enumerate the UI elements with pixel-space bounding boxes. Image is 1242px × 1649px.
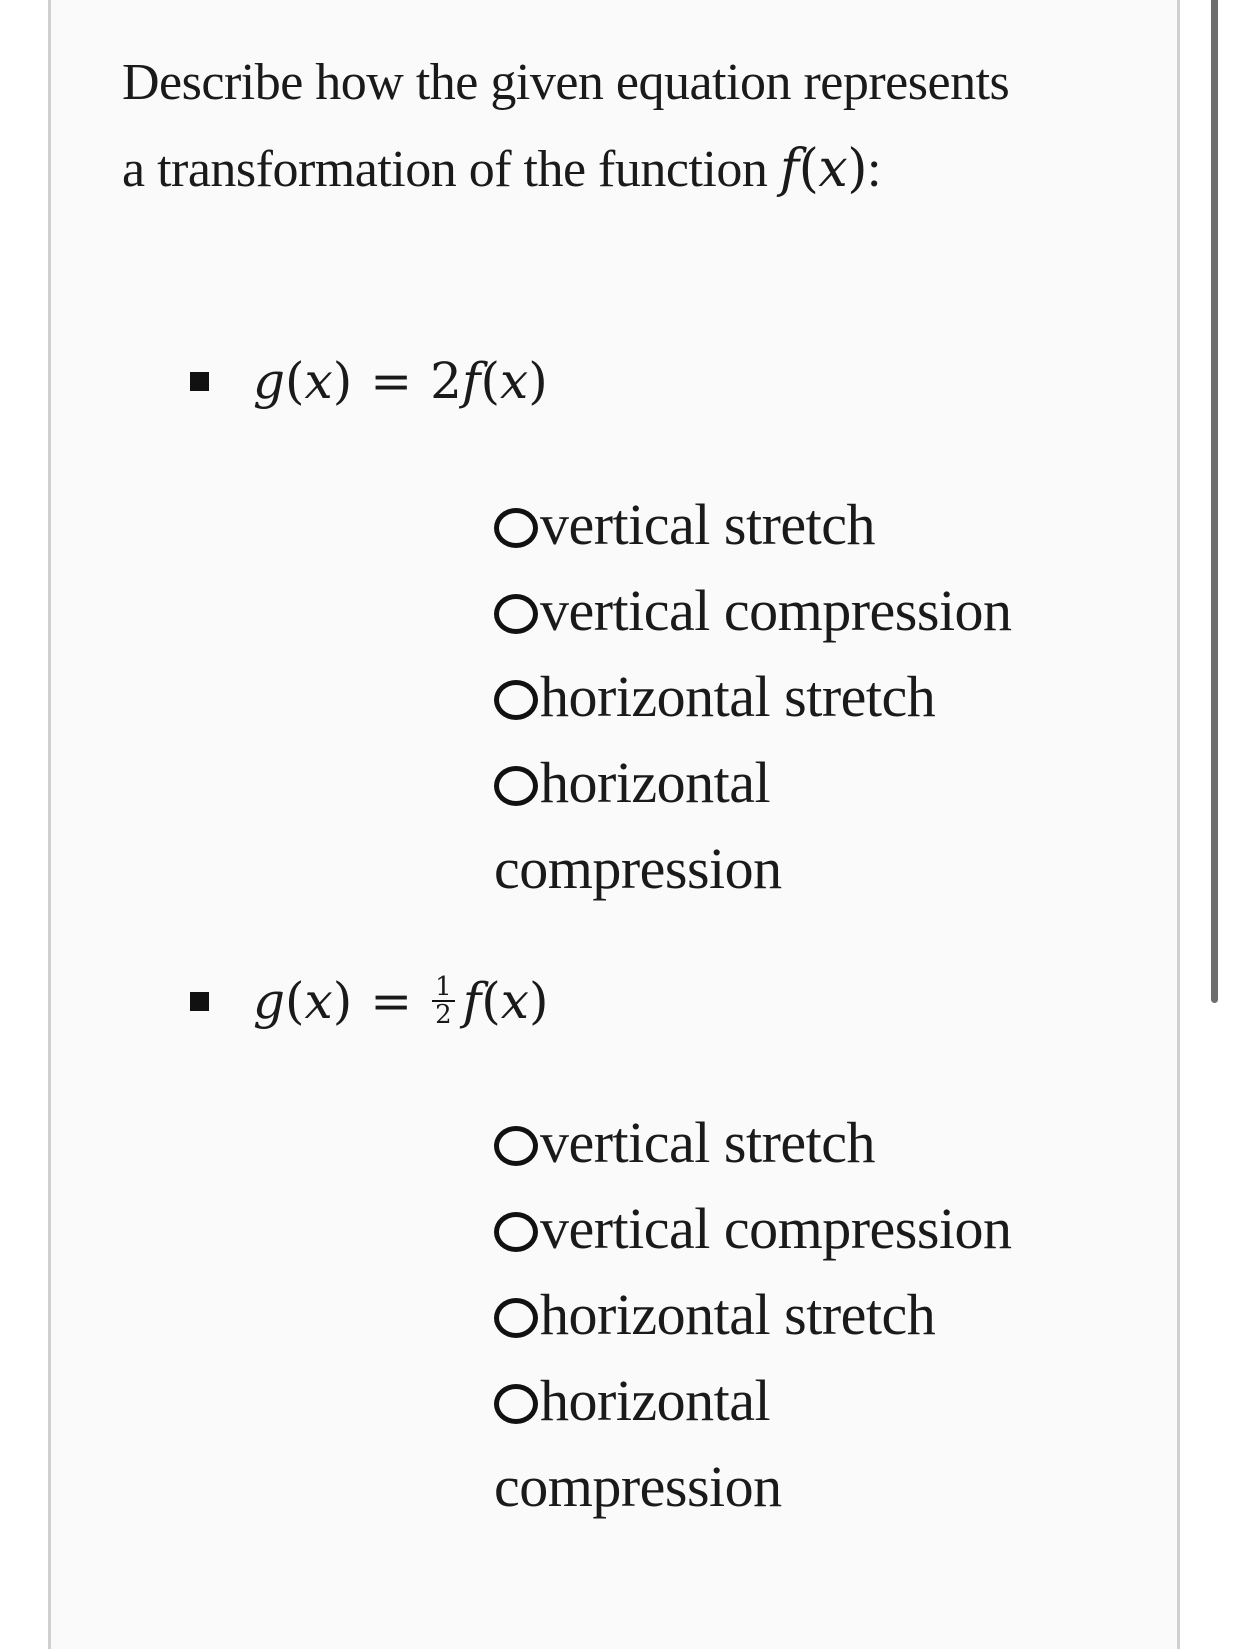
radio-icon[interactable] (494, 1212, 538, 1252)
bullet-icon (190, 372, 209, 391)
prompt-text: Describe how the given equation represents a transformation of the function (122, 54, 1010, 198)
radio-icon[interactable] (494, 1298, 538, 1338)
equation-item-1 (190, 346, 548, 416)
fraction: $\frac{1}{2}$ (432, 974, 455, 1028)
radio-icon[interactable] (494, 1384, 538, 1424)
question-prompt: Describe how the given equation represents a transformation of the function f(x): (122, 54, 1010, 199)
option-horizontal-stretch[interactable]: horizontal stretch (494, 654, 1054, 740)
scrollbar[interactable] (1211, 0, 1218, 1003)
options-group-2 (494, 1100, 1054, 1530)
options-group-1 (494, 482, 1054, 912)
equation-1: g ( x ) = 2 f ( x ) (253, 352, 548, 410)
radio-icon[interactable] (494, 680, 538, 720)
option-vertical-stretch[interactable]: vertical stretch (494, 482, 1054, 568)
option-vertical-stretch[interactable]: vertical stretch (494, 1100, 1054, 1186)
radio-icon[interactable] (494, 766, 538, 806)
equation-item-2 (190, 966, 548, 1036)
radio-icon[interactable] (494, 1126, 538, 1166)
option-horizontal-compression[interactable]: horizontal compression (494, 750, 782, 901)
option-vertical-compression[interactable]: vertical compression (494, 1186, 1054, 1272)
prompt-function: f(x) (779, 139, 868, 199)
equation-2: g ( x ) = $\frac{1}{2}$ f ( x ) (253, 972, 549, 1030)
option-horizontal-compression[interactable]: horizontal compression (494, 1368, 782, 1519)
option-vertical-compression[interactable]: vertical compression (494, 568, 1054, 654)
radio-icon[interactable] (494, 508, 538, 548)
radio-icon[interactable] (494, 594, 538, 634)
option-horizontal-stretch[interactable]: horizontal stretch (494, 1272, 1054, 1358)
bullet-icon (190, 992, 209, 1011)
